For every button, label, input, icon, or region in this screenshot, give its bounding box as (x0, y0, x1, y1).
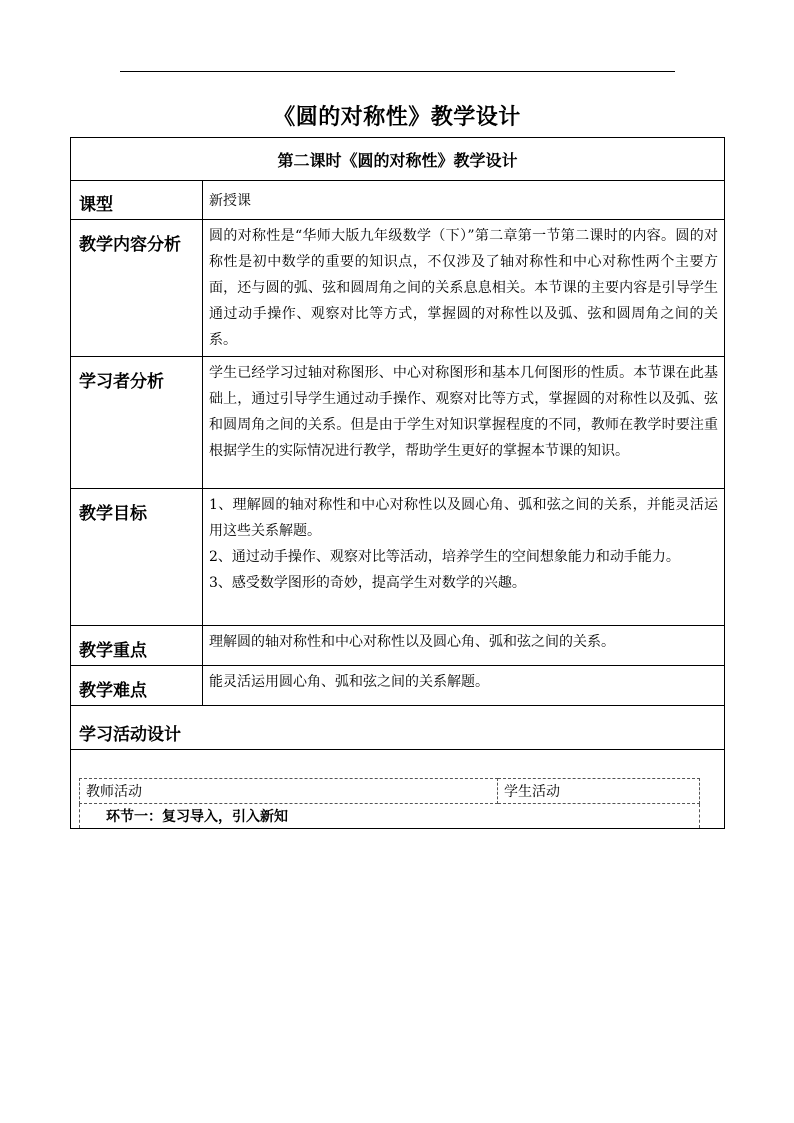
activity-step-1: 环节一：复习导入，引入新知 (80, 804, 700, 829)
activity-container (71, 750, 725, 829)
row-difficulties (71, 666, 725, 706)
label-course-type: 课型 (71, 181, 203, 220)
activity-step-row (80, 804, 700, 829)
label-learner-analysis: 学习者分析 (71, 357, 203, 489)
content-key-points (203, 626, 725, 666)
document-title: 《圆的对称性》教学设计 (273, 104, 521, 130)
row-objectives (71, 489, 725, 626)
label-content-analysis: 教学内容分析 (71, 220, 203, 357)
content-content-analysis (203, 220, 725, 357)
activity-heading: 学习活动设计 (71, 706, 725, 750)
difficulties-text: 能灵活运用圆心角、弧和弦之间的关系解题。 (209, 674, 489, 690)
row-activity-heading (71, 706, 725, 750)
activity-table (79, 778, 700, 828)
lesson-subtitle: 第二课时《圆的对称性》教学设计 (71, 138, 725, 181)
content-difficulties (203, 666, 725, 706)
student-activity-header: 学生活动 (498, 779, 700, 804)
content-analysis-text: 圆的对称性是“华师大版九年级数学（下）”第二章第一节第二课时的内容。圆的对称性是初中数学的重要的知识点，不仅涉及了轴对称性和中心对称性两个主要方面，还与圆的弧、弦和圆周角之间的关系息息相关。本节课的主要内容是引导学生通过动手操作、观察对比等方式，掌握圆的对称性以及弧、弦和圆周角之间的关系。 (209, 228, 719, 348)
lesson-plan-table (70, 137, 725, 829)
row-course-type (71, 181, 725, 220)
label-difficulties: 教学难点 (71, 666, 203, 706)
content-learner-analysis (203, 357, 725, 489)
key-points-text: 理解圆的轴对称性和中心对称性以及圆心角、弧和弦之间的关系。 (209, 634, 615, 650)
learner-analysis-text: 学生已经学习过轴对称图形、中心对称图形和基本几何图形的性质。本节课在此基础上，通过引导学生通过动手操作、观察对比等方式，掌握圆的对称性以及弧、弦和圆周角之间的关系。但是由于学生对知识掌握程度的不同，教师在教学时要注重根据学生的实际情况进行教学，帮助学生更好的掌握本节课的知识。 (209, 365, 719, 459)
objective-item: 1、理解圆的轴对称性和中心对称性以及圆心角、弧和弦之间的关系，并能灵活运用这些关系解题。 (209, 497, 719, 539)
row-key-points (71, 626, 725, 666)
label-objectives: 教学目标 (71, 489, 203, 626)
objective-item: 3、感受数学图形的奇妙，提高学生对数学的兴趣。 (209, 575, 526, 591)
activity-header-row (80, 779, 700, 804)
course-type-text: 新授课 (209, 193, 251, 209)
content-objectives (203, 489, 725, 626)
row-learner-analysis (71, 357, 725, 489)
row-content-analysis (71, 220, 725, 357)
label-key-points: 教学重点 (71, 626, 203, 666)
objective-item: 2、通过动手操作、观察对比等活动，培养学生的空间想象能力和动手能力。 (209, 549, 680, 565)
header-rule (120, 71, 675, 72)
subtitle-row (71, 138, 725, 181)
teacher-activity-header: 教师活动 (80, 779, 498, 804)
row-activity-table (71, 750, 725, 829)
content-course-type (203, 181, 725, 220)
